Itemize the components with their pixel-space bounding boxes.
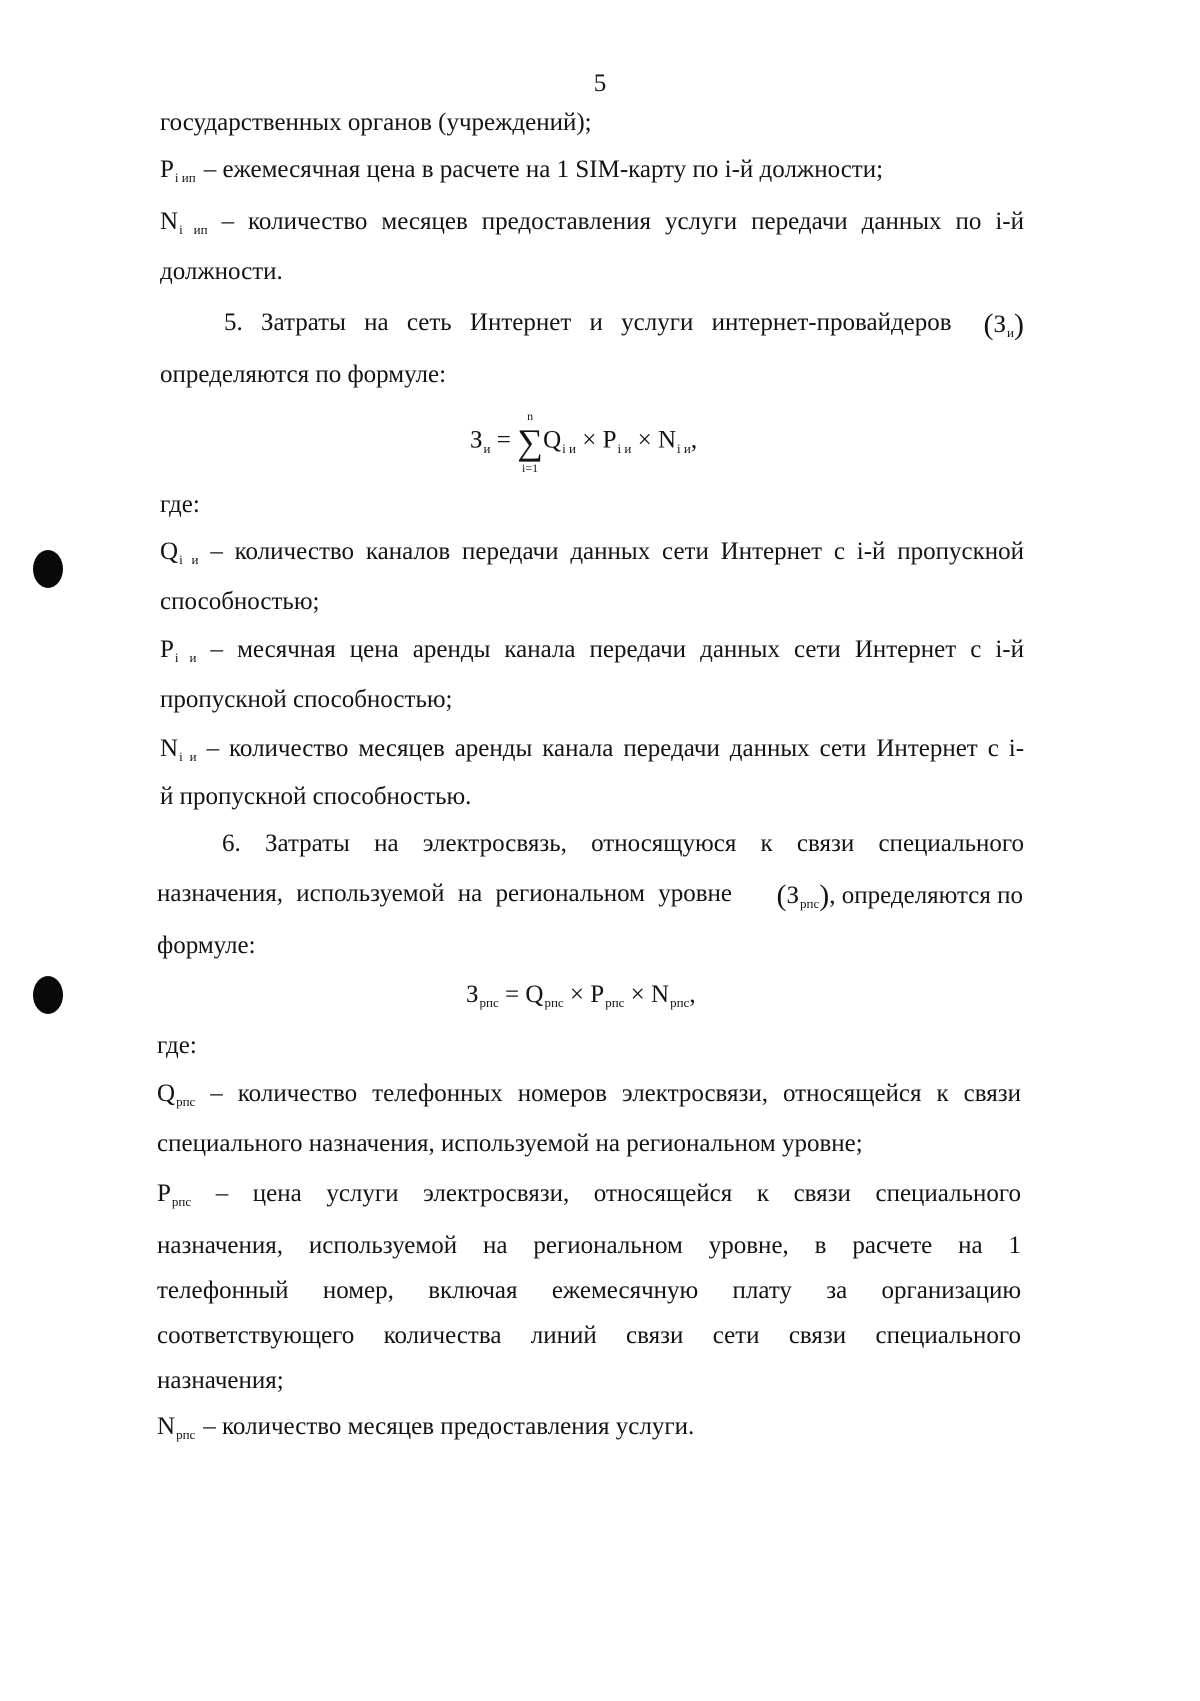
where-label-2: где:	[157, 1032, 197, 1059]
definition-text: цена услуги электросвязи, относящейся к связи специального	[252, 1180, 1022, 1207]
section-6-tail: $(З_{рпс})$, определяются по	[776, 879, 1023, 912]
definition-p-i-line-2: пропускной способностью;	[160, 686, 453, 713]
dash: –	[210, 538, 223, 565]
symbol: P	[160, 636, 174, 663]
equals-sign: =	[496, 426, 511, 454]
definition-n-rps	[157, 1412, 694, 1445]
line-agencies: государственных органов (учреждений);	[160, 109, 592, 136]
punch-hole-bottom	[33, 976, 63, 1014]
symbol: P	[160, 156, 174, 183]
subscript: i и	[174, 650, 197, 665]
section-6-text: назначения, используемой на региональном уровне	[157, 880, 732, 907]
definition-text: ежемесячная цена в расчете на 1 SIM-карту по i-й должности;	[222, 156, 884, 183]
subscript: i ип	[174, 170, 196, 185]
definition-p-rps-line-4: соответствующего количества линий связи сети связи специального	[157, 1322, 1021, 1349]
dash: –	[203, 1413, 216, 1440]
equals-sign: =	[505, 981, 520, 1008]
definition-n-i-line-1	[160, 734, 1024, 767]
dash: –	[206, 735, 220, 762]
formula-internet: $З_и$ = n ∑ i=1 $Q_{i и} \times P_{i и} \times N_{i и}$,	[470, 409, 698, 475]
definition-n-ip-line-2: должности.	[160, 258, 283, 285]
subscript: i и	[179, 749, 197, 764]
definition-q-rps-line-1	[157, 1079, 1021, 1112]
definition-p-ip	[160, 155, 883, 188]
definition-q-i-line-2: способностью;	[160, 588, 320, 615]
definition-text: количество месяцев предоставления услуги.	[222, 1413, 695, 1440]
times-sign: ×	[582, 426, 597, 454]
subscript: рпс	[176, 1094, 196, 1109]
definition-p-rps-line-2: назначения, используемой на региональном уровне, в расчете на 1	[157, 1232, 1021, 1259]
punch-hole-top	[33, 550, 63, 588]
definition-text: количество каналов передачи данных сети Интернет с i-й пропускной	[234, 538, 1025, 565]
definition-text: количество месяцев предоставления услуги передачи данных по i-й	[248, 208, 1025, 235]
where-label-1: где:	[160, 491, 200, 518]
dash: –	[215, 1180, 229, 1207]
definition-n-i-line-2: й пропускной способностью.	[160, 783, 472, 810]
definition-p-rps-line-1	[157, 1179, 1021, 1212]
symbol: N	[160, 208, 179, 235]
dash: –	[210, 1080, 223, 1107]
section-6-line-1: 6. Затраты на электросвязь, относящуюся к связи специального	[222, 830, 1024, 857]
dash: –	[221, 208, 235, 235]
subscript: рпс	[171, 1194, 192, 1209]
formula-lhs: З	[470, 426, 483, 454]
times-sign: ×	[637, 426, 652, 454]
definition-q-rps-line-2: специального назначения, используемой на региональном уровне;	[157, 1130, 863, 1157]
section-5-line-2: определяются по формуле:	[160, 361, 447, 388]
definition-p-rps-line-3: телефонный номер, включая ежемесячную плату за организацию	[157, 1277, 1021, 1304]
section-5-heading	[224, 308, 1024, 341]
symbol: P	[157, 1180, 171, 1207]
section-5-text: 5. Затраты на сеть Интернет и услуги интернет-провайдеров	[224, 309, 952, 336]
times-sign: ×	[630, 981, 645, 1008]
symbol: Q	[157, 1080, 176, 1107]
formula-lhs: З	[466, 981, 479, 1008]
definition-p-rps-line-5: назначения;	[157, 1367, 284, 1394]
dash: –	[203, 156, 217, 183]
symbol: N	[157, 1413, 176, 1440]
definition-text: месячная цена аренды канала передачи данных сети Интернет с i-й	[237, 636, 1024, 663]
subscript: i ип	[179, 222, 208, 237]
section-5-symbol: $(З_и)$	[983, 308, 1024, 341]
page-number: 5	[593, 70, 607, 97]
definition-text: количество телефонных номеров электросвязи, относящейся к связи	[237, 1080, 1021, 1107]
subscript: рпс	[176, 1427, 196, 1442]
symbol: N	[160, 735, 179, 762]
sigma-icon: n ∑ i=1	[517, 409, 543, 475]
section-6-line-2	[157, 879, 1023, 912]
formula-special-communication: $З_{рпс} = Q_{рпс} \times P_{рпс} \times N_{рпс}$,	[466, 981, 696, 1010]
definition-n-ip-line-1	[160, 207, 1024, 240]
definition-p-i-line-1	[160, 635, 1024, 668]
section-6-line-3: формуле:	[157, 932, 256, 959]
subscript: i и	[179, 552, 199, 567]
times-sign: ×	[569, 981, 585, 1008]
dash: –	[210, 636, 224, 663]
symbol: Q	[160, 538, 179, 565]
definition-text: количество месяцев аренды канала передачи данных сети Интернет с i-	[229, 735, 1025, 762]
definition-q-i-line-1	[160, 537, 1024, 570]
